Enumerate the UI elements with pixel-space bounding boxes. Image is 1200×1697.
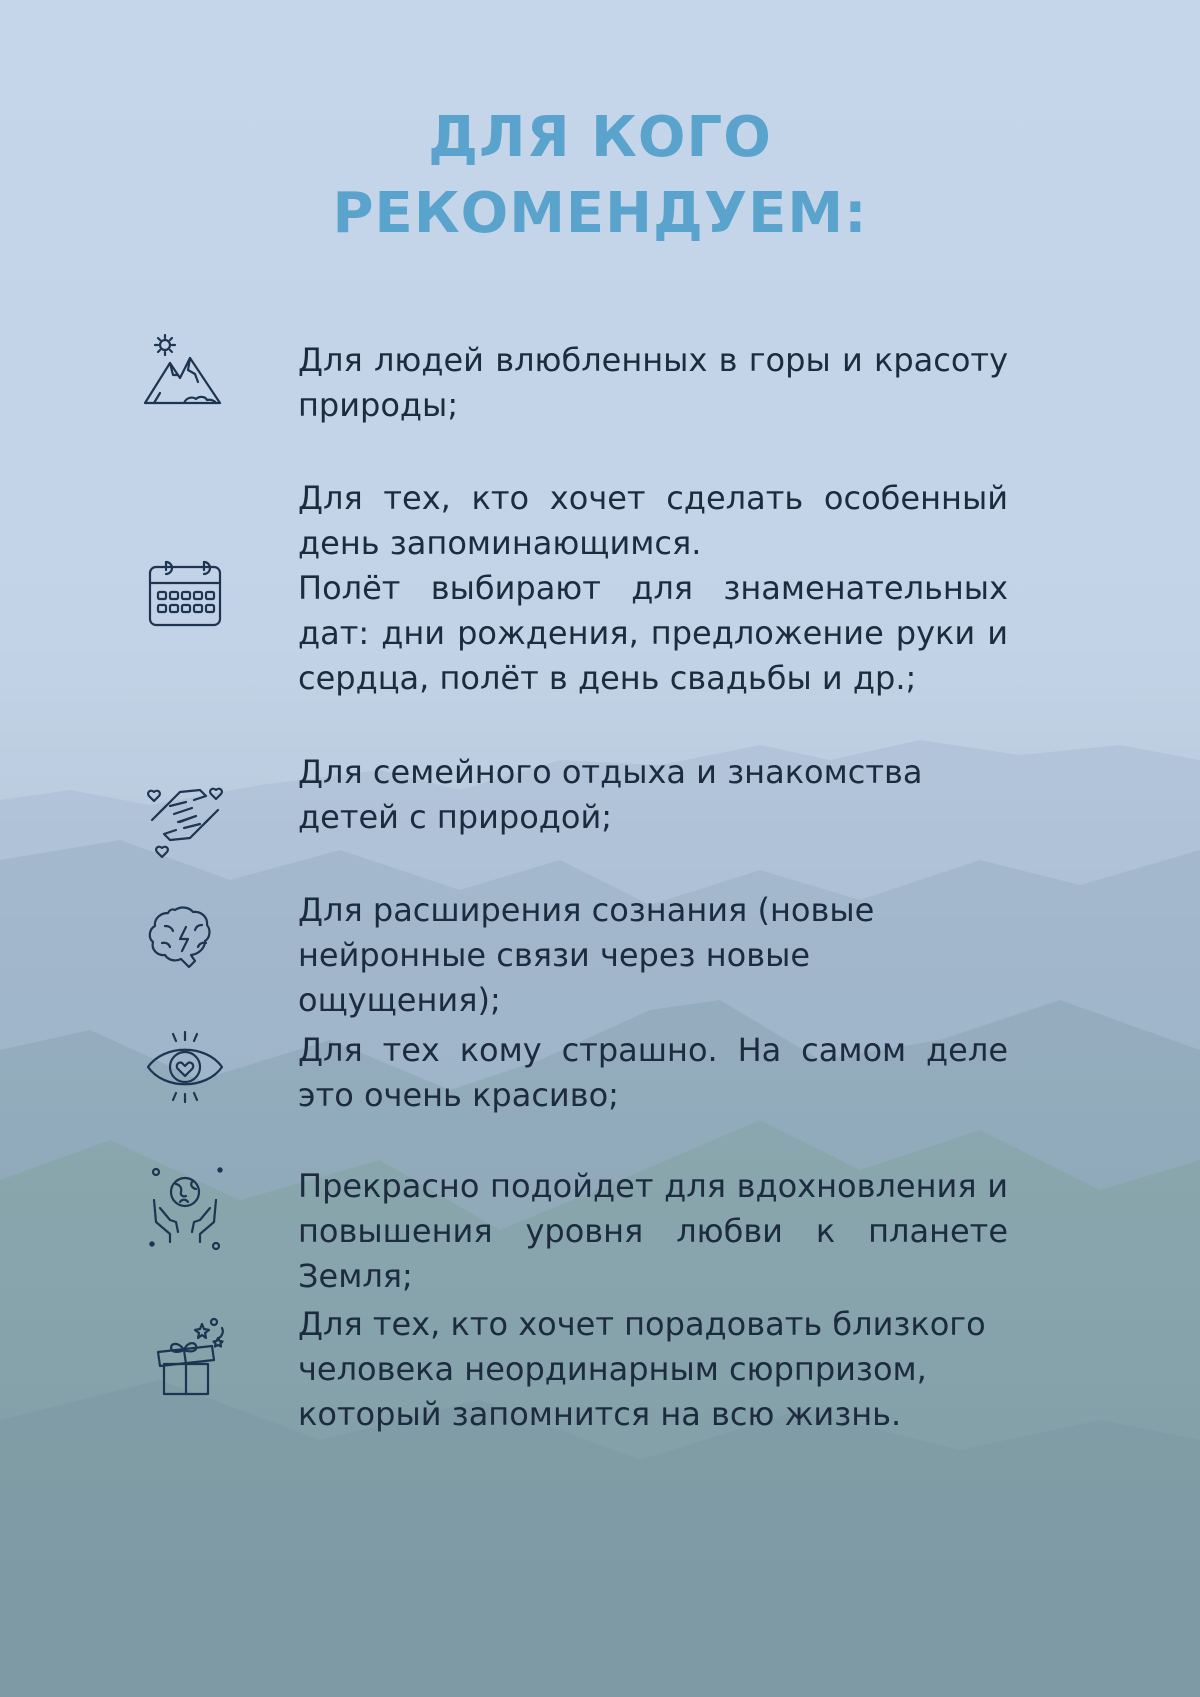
gift-icon — [140, 1310, 230, 1400]
calendar-icon — [140, 550, 230, 640]
eye-heart-icon — [140, 1022, 230, 1112]
title-line-2: РЕКОМЕНДУЕМ: — [332, 181, 868, 246]
item-text: Для людей влюбленных в горы и красоту природы; — [298, 341, 1008, 424]
item-text: Прекрасно подойдет для вдохновления и повышения уровня любви к планете Земля; — [298, 1167, 1008, 1295]
hands-hearts-icon — [140, 770, 230, 860]
item-text-line-b: Полёт выбирают для знаменательных дат: дни рождения, предложение руки и сердца, полёт в день свадьбы и др.; — [298, 569, 1008, 697]
hands-globe-icon — [140, 1160, 230, 1250]
item-text: Для тех, кто хочет порадовать близкого человека неординарным сюрпризом, который запомнится на всю жизнь. — [298, 1305, 986, 1433]
item-text-line-a: Для тех, кто хочет сделать особенный день запоминающимся. — [298, 479, 1008, 562]
title-line-1: ДЛЯ КОГО — [428, 105, 772, 170]
item-text: Для тех кому страшно. На самом деле это очень красиво; — [298, 1031, 1008, 1114]
item-text: Для расширения сознания (новые нейронные связи через новые ощущения); — [298, 891, 875, 1019]
item-text — [298, 476, 1008, 701]
item-text: Для семейного отдыха и знакомства детей с природой; — [298, 753, 923, 836]
brain-icon — [140, 893, 230, 983]
mountains-sun-icon — [140, 330, 230, 420]
page-title — [0, 100, 1200, 252]
